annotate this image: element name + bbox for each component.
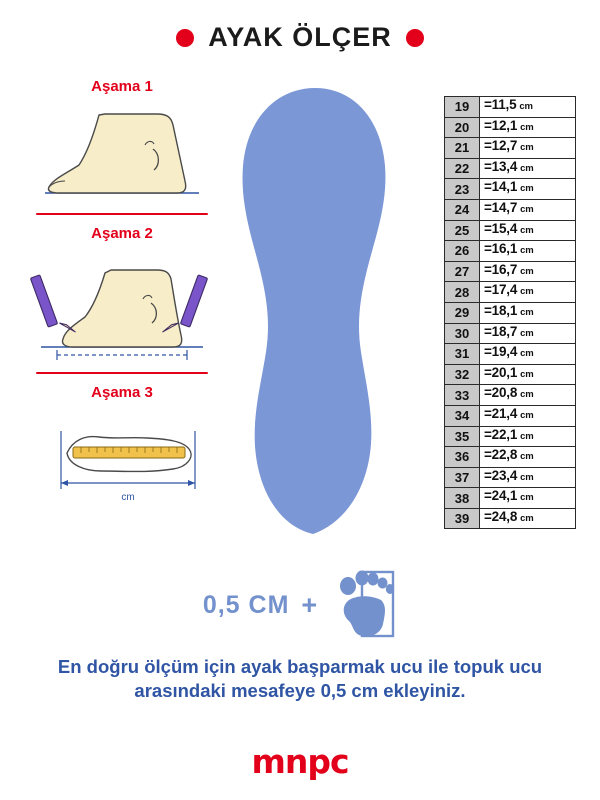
stage-1 bbox=[22, 78, 222, 215]
size-unit: cm bbox=[520, 245, 534, 257]
size-number: 27 bbox=[445, 262, 480, 282]
size-number: 25 bbox=[445, 221, 480, 241]
size-unit: cm bbox=[520, 265, 534, 277]
size-number: 38 bbox=[445, 488, 480, 508]
size-number: 39 bbox=[445, 509, 480, 529]
size-unit: cm bbox=[520, 183, 534, 195]
size-unit: cm bbox=[520, 142, 534, 154]
size-unit: cm bbox=[520, 224, 534, 236]
foot-with-pencils-icon bbox=[22, 246, 222, 366]
size-value bbox=[480, 179, 575, 199]
size-value-text: =12,7 bbox=[484, 138, 518, 154]
size-number: 32 bbox=[445, 365, 480, 385]
size-number: 31 bbox=[445, 344, 480, 364]
size-value bbox=[480, 385, 575, 405]
red-dot-icon-right bbox=[406, 29, 424, 47]
table-row bbox=[445, 365, 575, 386]
ruler-unit-label: cm bbox=[121, 491, 135, 503]
size-value-text: =13,4 bbox=[484, 158, 518, 174]
size-value-text: =22,1 bbox=[484, 426, 518, 442]
table-row bbox=[445, 406, 575, 427]
size-value bbox=[480, 468, 575, 488]
size-unit: cm bbox=[520, 512, 534, 524]
size-value-text: =16,1 bbox=[484, 241, 518, 257]
size-value bbox=[480, 406, 575, 426]
foot-outline-with-ruler-icon bbox=[22, 405, 222, 513]
size-value-text: =12,1 bbox=[484, 117, 518, 133]
size-value-text: =17,4 bbox=[484, 282, 518, 298]
table-row bbox=[445, 97, 575, 118]
size-number: 20 bbox=[445, 118, 480, 138]
size-value-text: =22,8 bbox=[484, 447, 518, 463]
size-value-text: =14,7 bbox=[484, 199, 518, 215]
table-row bbox=[445, 200, 575, 221]
size-value bbox=[480, 324, 575, 344]
table-row bbox=[445, 262, 575, 283]
size-number: 33 bbox=[445, 385, 480, 405]
size-value-text: =21,4 bbox=[484, 405, 518, 421]
size-number: 26 bbox=[445, 241, 480, 261]
stage-1-label: Aşama 1 bbox=[91, 78, 153, 95]
size-number: 30 bbox=[445, 324, 480, 344]
size-table bbox=[444, 96, 576, 529]
size-value bbox=[480, 303, 575, 323]
table-row bbox=[445, 509, 575, 529]
size-value bbox=[480, 447, 575, 467]
stage-2 bbox=[22, 225, 222, 374]
size-unit: cm bbox=[520, 306, 534, 318]
table-row bbox=[445, 303, 575, 324]
table-row bbox=[445, 427, 575, 448]
size-unit: cm bbox=[520, 162, 534, 174]
size-value-text: =15,4 bbox=[484, 220, 518, 236]
table-row bbox=[445, 488, 575, 509]
table-row bbox=[445, 241, 575, 262]
half-cm-label: 0,5 CM bbox=[202, 591, 290, 619]
size-value bbox=[480, 488, 575, 508]
size-value-text: =19,4 bbox=[484, 344, 518, 360]
size-value-text: =16,7 bbox=[484, 261, 518, 277]
size-value-text: =18,1 bbox=[484, 302, 518, 318]
size-value-text: =20,8 bbox=[484, 385, 518, 401]
table-row bbox=[445, 468, 575, 489]
size-unit: cm bbox=[520, 389, 534, 401]
size-number: 37 bbox=[445, 468, 480, 488]
red-dot-icon-left bbox=[176, 29, 194, 47]
size-value bbox=[480, 200, 575, 220]
size-number: 22 bbox=[445, 159, 480, 179]
foot-side-view-icon bbox=[22, 99, 222, 207]
size-number: 21 bbox=[445, 138, 480, 158]
size-value bbox=[480, 365, 575, 385]
brand-text: mnpc bbox=[251, 742, 349, 781]
table-row bbox=[445, 138, 575, 159]
plus-sign: + bbox=[301, 590, 318, 620]
stage-3-label: Aşama 3 bbox=[91, 384, 153, 401]
stage-divider-1 bbox=[36, 213, 208, 215]
size-value-text: =14,1 bbox=[484, 179, 518, 195]
size-value bbox=[480, 159, 575, 179]
footprint-icon bbox=[329, 566, 397, 645]
size-number: 35 bbox=[445, 427, 480, 447]
size-value bbox=[480, 427, 575, 447]
size-unit: cm bbox=[520, 327, 534, 339]
size-value-text: =18,7 bbox=[484, 323, 518, 339]
size-value bbox=[480, 344, 575, 364]
table-row bbox=[445, 282, 575, 303]
stage-divider-2 bbox=[36, 372, 208, 374]
table-row bbox=[445, 159, 575, 180]
size-value-text: =23,4 bbox=[484, 467, 518, 483]
stage-2-label: Aşama 2 bbox=[91, 225, 153, 242]
table-row bbox=[445, 344, 575, 365]
size-number: 29 bbox=[445, 303, 480, 323]
title-text: AYAK ÖLÇER bbox=[208, 22, 392, 52]
size-value bbox=[480, 138, 575, 158]
table-row bbox=[445, 179, 575, 200]
size-value bbox=[480, 118, 575, 138]
size-unit: cm bbox=[520, 286, 534, 298]
size-number: 23 bbox=[445, 179, 480, 199]
brand-logo bbox=[0, 742, 600, 781]
table-row bbox=[445, 447, 575, 468]
size-unit: cm bbox=[520, 203, 534, 215]
table-row bbox=[445, 221, 575, 242]
size-value-text: =24,1 bbox=[484, 488, 518, 504]
table-row bbox=[445, 385, 575, 406]
size-unit: cm bbox=[520, 471, 534, 483]
size-value bbox=[480, 282, 575, 302]
table-row bbox=[445, 118, 575, 139]
stages-column bbox=[22, 78, 222, 513]
size-value-text: =24,8 bbox=[484, 508, 518, 524]
size-number: 34 bbox=[445, 406, 480, 426]
size-value bbox=[480, 262, 575, 282]
size-value bbox=[480, 241, 575, 261]
size-value-text: =20,1 bbox=[484, 364, 518, 380]
half-cm-row bbox=[0, 566, 600, 645]
size-unit: cm bbox=[520, 368, 534, 380]
size-unit: cm bbox=[520, 430, 534, 442]
size-unit: cm bbox=[520, 409, 534, 421]
size-value bbox=[480, 97, 575, 117]
size-unit: cm bbox=[520, 492, 534, 504]
shoe-sole-icon bbox=[225, 82, 405, 542]
table-row bbox=[445, 324, 575, 345]
size-value bbox=[480, 221, 575, 241]
size-unit: cm bbox=[519, 101, 533, 112]
instruction-note: En doğru ölçüm için ayak başparmak ucu ile topuk ucu arasındaki mesafeye 0,5 cm ekleyiniz. bbox=[57, 656, 543, 701]
size-number: 36 bbox=[445, 447, 480, 467]
size-value bbox=[480, 509, 575, 529]
size-unit: cm bbox=[520, 451, 534, 463]
size-number: 19 bbox=[445, 97, 480, 117]
size-unit: cm bbox=[520, 348, 534, 360]
size-number: 28 bbox=[445, 282, 480, 302]
stage-3 bbox=[22, 384, 222, 513]
page-title bbox=[0, 22, 600, 53]
size-number: 24 bbox=[445, 200, 480, 220]
size-unit: cm bbox=[520, 121, 534, 133]
size-value-text: =11,5 bbox=[484, 97, 517, 112]
